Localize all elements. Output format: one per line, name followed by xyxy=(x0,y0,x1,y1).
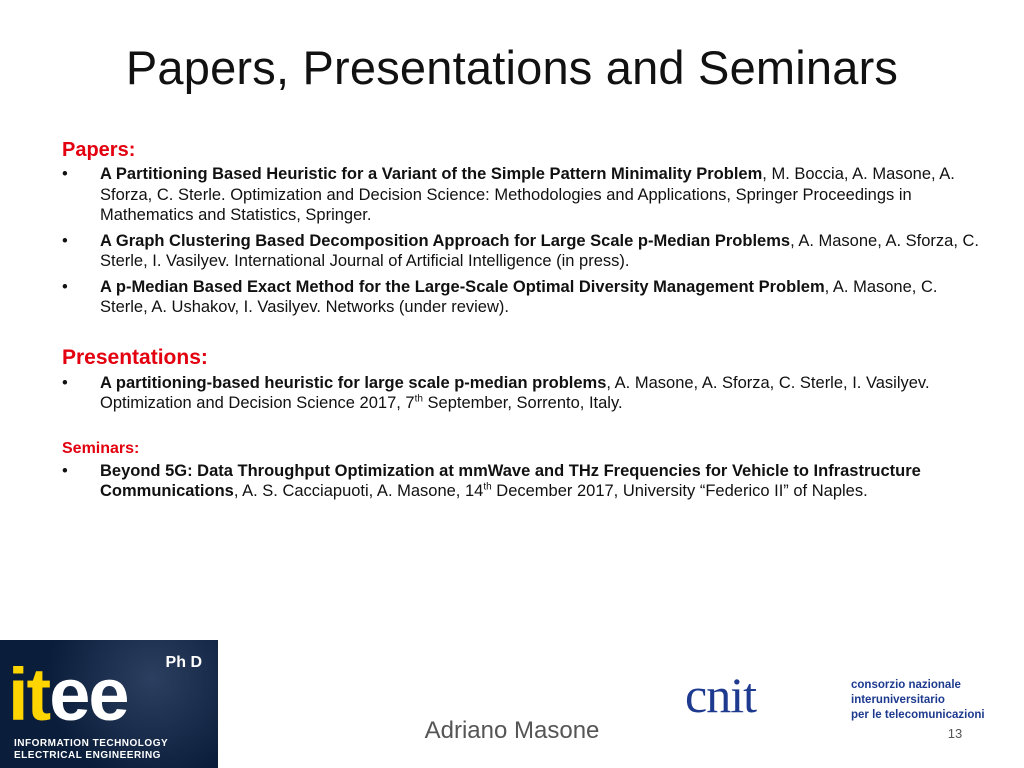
cnit-wordmark: cnit xyxy=(685,667,756,723)
bullet-icon: • xyxy=(62,231,68,250)
cnit-text-line: interuniversitario xyxy=(851,694,945,706)
bullet-icon: • xyxy=(62,165,68,183)
itee-wordmark-ee: ee xyxy=(49,653,128,736)
presentation-details-end: September, Sorrento, Italy. xyxy=(422,394,623,412)
paper-title: A Partitioning Based Heuristic for a Variant of the Simple Pattern Minimality Problem xyxy=(100,165,763,183)
seminars-heading: Seminars: xyxy=(62,439,140,457)
papers-list xyxy=(62,164,982,318)
author-footer: Adriano Masone xyxy=(424,717,600,744)
seminars-list xyxy=(62,461,982,502)
presentations-heading: Presentations: xyxy=(62,345,208,369)
presentation-details: , A. Masone, A. Sforza, C. Sterle, I. Vasilyev. Optimization and Decision Science 2017, 7 xyxy=(100,373,930,412)
page-number: 13 xyxy=(947,726,963,741)
presentation-title: A partitioning-based heuristic for large scale p-median problems xyxy=(100,373,607,392)
list-item xyxy=(62,231,982,272)
presentations-list xyxy=(62,373,982,414)
bullet-icon: • xyxy=(62,277,68,296)
paper-title: A p-Median Based Exact Method for the Large-Scale Optimal Diversity Management Problem xyxy=(100,277,825,296)
seminar-title: Beyond 5G: Data Throughput Optimization at mmWave and THz Frequencies for Vehicle to Infrastructure Communications xyxy=(100,461,921,500)
itee-subtitle-line1: INFORMATION TECHNOLOGY xyxy=(14,738,169,749)
bullet-icon: • xyxy=(62,461,68,480)
paper-title: A Graph Clustering Based Decomposition Approach for Large Scale p-Median Problems xyxy=(100,231,791,250)
cnit-text-line: per le telecomunicazioni xyxy=(851,709,985,721)
bullet-icon: • xyxy=(62,373,68,392)
itee-phd-logo xyxy=(0,640,218,768)
slide-content xyxy=(62,138,982,507)
ordinal-suffix: th xyxy=(414,393,423,405)
paper-details: , A. Masone, A. Sforza, C. Sterle, I. Vasilyev. International Journal of Artificial Intelligence (in press). xyxy=(100,231,979,270)
list-item xyxy=(62,277,982,318)
list-item xyxy=(62,373,982,414)
ordinal-suffix: th xyxy=(483,481,492,493)
list-item xyxy=(62,164,982,226)
paper-details: , A. Masone, C. Sterle, A. Ushakov, I. Vasilyev. Networks (under review). xyxy=(100,277,938,316)
seminar-details: , A. S. Cacciapuoti, A. Masone, 14 xyxy=(233,482,484,500)
papers-heading: Papers: xyxy=(62,139,136,161)
cnit-text-line: consorzio nazionale xyxy=(851,679,961,691)
paper-details: , M. Boccia, A. Masone, A. Sforza, C. Sterle. Optimization and Decision Science: Methodologies and Applications, Springer Proceedings in Mathematics and Statistics, Springer. xyxy=(100,165,955,224)
phd-label: Ph D xyxy=(165,654,202,671)
itee-wordmark-it: it xyxy=(8,653,50,736)
list-item xyxy=(62,461,982,502)
seminar-details-end: December 2017, University “Federico II” of Naples. xyxy=(491,482,868,500)
slide-title: Papers, Presentations and Seminars xyxy=(125,41,899,94)
itee-subtitle-line2: ELECTRICAL ENGINEERING xyxy=(14,750,161,761)
